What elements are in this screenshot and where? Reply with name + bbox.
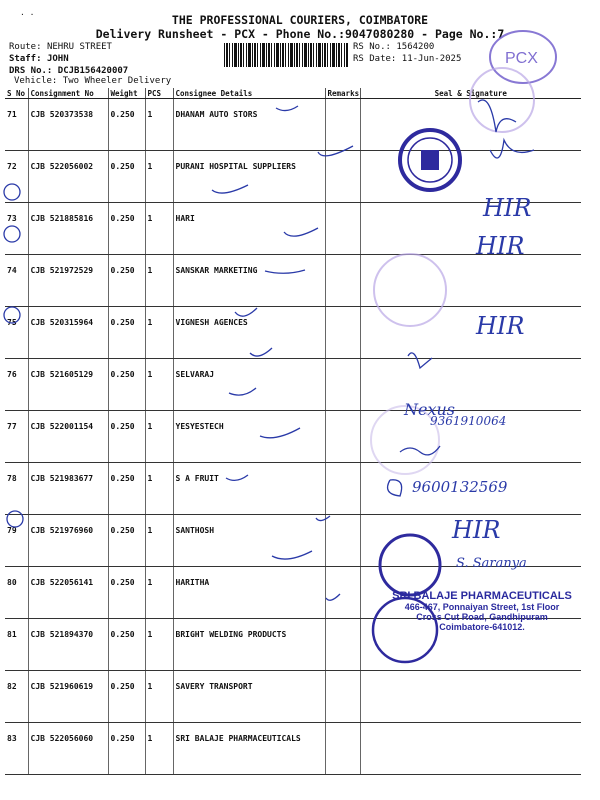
consignee-cell: HARITHA [173, 567, 325, 619]
seal-cell [360, 723, 581, 775]
hir-sign-81: HIR [452, 516, 501, 544]
pharma-stamp-addr1: 466-467, Ponnaiyan Street, 1st Floor [404, 602, 560, 612]
phone-80: 9600132569 [412, 478, 508, 496]
weight-cell: 0.250 [108, 619, 145, 671]
nexus-sign: Nexus [404, 400, 456, 419]
weight-cell: 0.250 [108, 671, 145, 723]
consignment-cell: CJB 521885816 [28, 203, 108, 255]
sno-cell: 80 [5, 567, 28, 619]
corner-marks: . . [20, 8, 35, 17]
drs-value: DCJB156420007 [57, 66, 129, 76]
remarks-cell [325, 151, 360, 203]
consignee-cell: VIGNESH AGENCES [173, 307, 325, 359]
sno-cell: 74 [5, 255, 28, 307]
sno-cell: 75 [5, 307, 28, 359]
sno-cell: 77 [5, 411, 28, 463]
table-header-row [5, 88, 581, 99]
sno-cell: 72 [5, 151, 28, 203]
hir-sign-76: HIR [476, 312, 525, 340]
seal-cell [360, 359, 581, 411]
consignment-cell: CJB 522001154 [28, 411, 108, 463]
weight-cell: 0.250 [108, 151, 145, 203]
weight-cell: 0.250 [108, 99, 145, 151]
remarks-cell [325, 671, 360, 723]
weight-cell: 0.250 [108, 723, 145, 775]
table-row [5, 723, 581, 775]
consignment-cell: CJB 521983677 [28, 463, 108, 515]
seal-cell [360, 671, 581, 723]
pcs-cell: 1 [145, 619, 173, 671]
consignment-cell: CJB 521960619 [28, 671, 108, 723]
consignment-cell: CJB 522056060 [28, 723, 108, 775]
weight-cell: 0.250 [108, 411, 145, 463]
consignee-cell: SANTHOSH [173, 515, 325, 567]
remarks-cell [325, 359, 360, 411]
remarks-cell [325, 99, 360, 151]
col-remarks: Remarks [325, 88, 360, 99]
remarks-cell [325, 515, 360, 567]
pharma-stamp-name: SRI BALAJE PHARMACEUTICALS [392, 590, 572, 602]
seal-cell [360, 151, 581, 203]
drs-label: DRS No.: [9, 66, 53, 76]
seal-cell [360, 203, 581, 255]
savery-sign: S. Saranya [456, 556, 527, 571]
remarks-cell [325, 411, 360, 463]
pharma-stamp [377, 590, 587, 632]
staff-label: Staff: [9, 54, 42, 64]
rs-date-line [353, 54, 461, 64]
remarks-cell [325, 619, 360, 671]
sno-cell: 81 [5, 619, 28, 671]
consignee-cell: BRIGHT WELDING PRODUCTS [173, 619, 325, 671]
consignee-cell: PURANI HOSPITAL SUPPLIERS [173, 151, 325, 203]
pcs-cell: 1 [145, 515, 173, 567]
seal-cell [360, 307, 581, 359]
consignee-cell: SRI BALAJE PHARMACEUTICALS [173, 723, 325, 775]
consignment-cell: CJB 520373538 [28, 99, 108, 151]
pcs-cell: 1 [145, 671, 173, 723]
consignee-cell: SAVERY TRANSPORT [173, 671, 325, 723]
staff-value: JOHN [46, 54, 69, 64]
remarks-cell [325, 307, 360, 359]
col-consignment: Consignment No [28, 88, 108, 99]
consignee-cell: SANSKAR MARKETING [173, 255, 325, 307]
consignment-cell: CJB 521976960 [28, 515, 108, 567]
pcs-cell: 1 [145, 151, 173, 203]
rs-no-line [353, 42, 434, 52]
table-row [5, 99, 581, 151]
remarks-cell [325, 723, 360, 775]
weight-cell: 0.250 [108, 203, 145, 255]
sno-cell: 79 [5, 515, 28, 567]
col-sno: S No [5, 88, 28, 99]
consignee-cell: HARI [173, 203, 325, 255]
consignee-cell: S A FRUIT [173, 463, 325, 515]
vehicle-line [14, 76, 171, 86]
rs-date-label: RS Date: [353, 54, 397, 64]
route-label: Route: [9, 42, 42, 52]
company-title: THE PROFESSIONAL COURIERS, COIMBATORE [171, 13, 429, 27]
route-value: NEHRU STREET [46, 42, 112, 52]
pcs-cell: 1 [145, 723, 173, 775]
sno-cell: 73 [5, 203, 28, 255]
col-seal: Seal & Signature [360, 88, 581, 99]
rs-no-label: RS No.: [353, 42, 391, 52]
consignment-cell: CJB 521605129 [28, 359, 108, 411]
pharma-stamp-addr2: Cross Cut Road, Gandhipuram [416, 612, 548, 622]
vehicle-label: Vehicle: [14, 76, 58, 86]
runsheet-table [5, 88, 581, 775]
pcs-cell: 1 [145, 567, 173, 619]
consignee-cell: DHANAM AUTO STORS [173, 99, 325, 151]
barcode [224, 43, 348, 67]
table-row [5, 255, 581, 307]
rs-no-value: 1564200 [396, 42, 435, 52]
route-line [9, 42, 112, 52]
col-consignee: Consignee Details [173, 88, 325, 99]
seal-cell [360, 255, 581, 307]
consignee-cell: YESYESTECH [173, 411, 325, 463]
consignment-cell: CJB 521894370 [28, 619, 108, 671]
pcs-cell: 1 [145, 99, 173, 151]
consignment-cell: CJB 522056141 [28, 567, 108, 619]
hir-sign-74: HIR [476, 232, 525, 260]
consignee-cell: SELVARAJ [173, 359, 325, 411]
table-row [5, 671, 581, 723]
remarks-cell [325, 567, 360, 619]
pharma-stamp-addr3: Coimbatore-641012. [439, 622, 525, 632]
sno-cell: 71 [5, 99, 28, 151]
remarks-cell [325, 255, 360, 307]
pcs-cell: 1 [145, 463, 173, 515]
remarks-cell [325, 203, 360, 255]
sno-cell: 82 [5, 671, 28, 723]
weight-cell: 0.250 [108, 255, 145, 307]
drs-line [9, 66, 128, 76]
phone-79: 9361910064 [430, 414, 507, 428]
consignment-cell: CJB 522056002 [28, 151, 108, 203]
table-row [5, 359, 581, 411]
weight-cell: 0.250 [108, 307, 145, 359]
col-weight: Weight [108, 88, 145, 99]
remarks-cell [325, 463, 360, 515]
weight-cell: 0.250 [108, 463, 145, 515]
rs-date-value: 11-Jun-2025 [401, 54, 462, 64]
consignment-cell: CJB 521972529 [28, 255, 108, 307]
pcs-cell: 1 [145, 203, 173, 255]
vehicle-value: Two Wheeler Delivery [62, 76, 172, 86]
hir-sign-73: HIR [483, 194, 532, 222]
pcs-cell: 1 [145, 359, 173, 411]
runsheet-subtitle: Delivery Runsheet - PCX - Phone No.:9047080280 - Page No.:7 [95, 27, 505, 41]
sno-cell: 83 [5, 723, 28, 775]
pcx-stamp-text: PCX [505, 50, 538, 67]
sno-cell: 76 [5, 359, 28, 411]
col-pcs: PCS [145, 88, 173, 99]
staff-line [9, 54, 69, 64]
seal-cell [360, 99, 581, 151]
weight-cell: 0.250 [108, 515, 145, 567]
consignment-cell: CJB 520315964 [28, 307, 108, 359]
pcs-cell: 1 [145, 255, 173, 307]
pcs-cell: 1 [145, 411, 173, 463]
weight-cell: 0.250 [108, 567, 145, 619]
pcs-cell: 1 [145, 307, 173, 359]
sno-cell: 78 [5, 463, 28, 515]
weight-cell: 0.250 [108, 359, 145, 411]
